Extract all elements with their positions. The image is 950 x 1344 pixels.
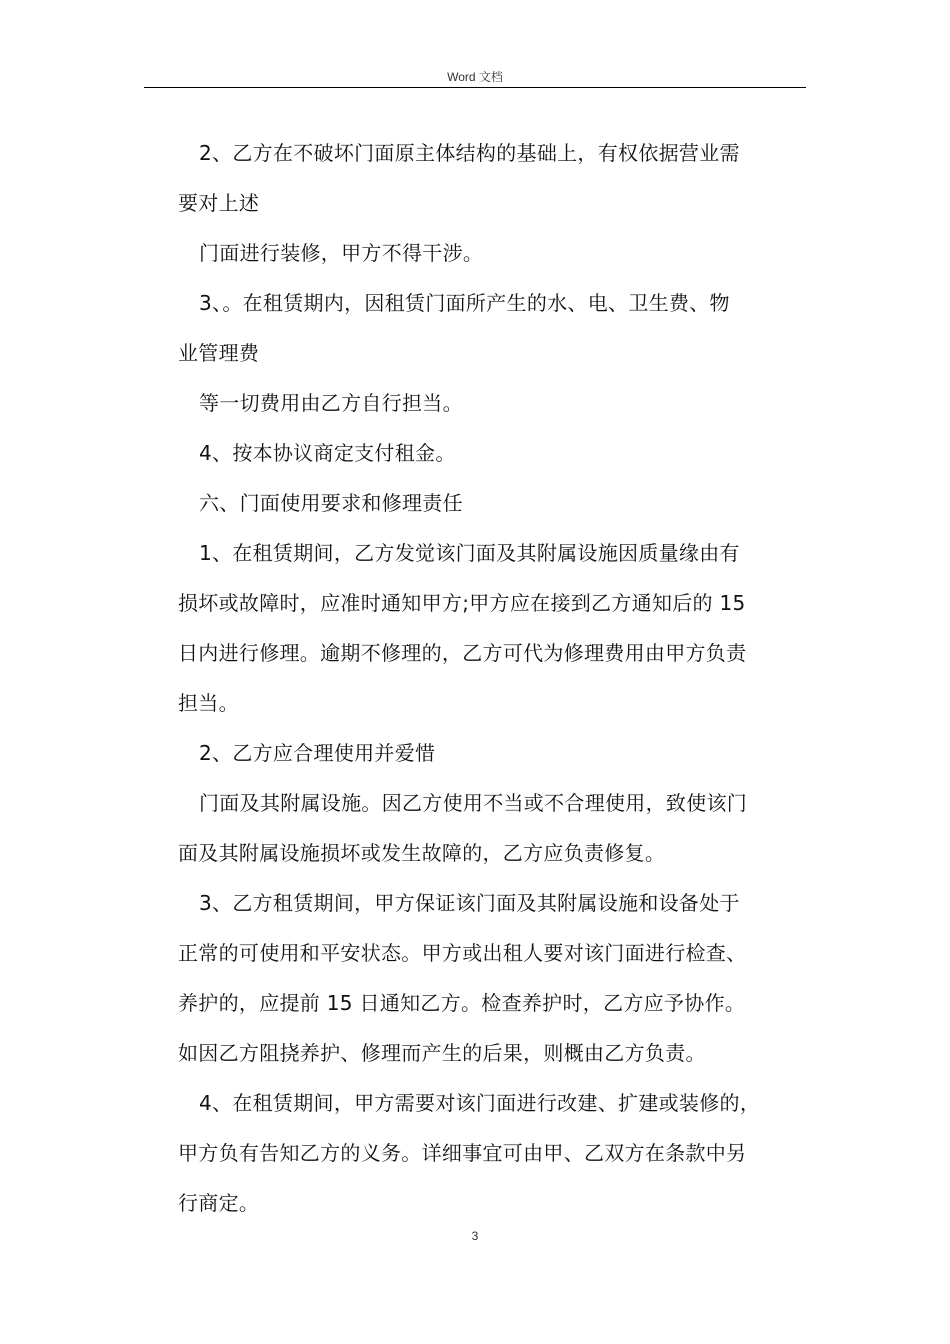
text-line: 担当。 [178, 691, 239, 715]
text-line: 业管理费 [178, 341, 260, 365]
page-header: Word 文档 [447, 70, 503, 84]
document-body [178, 128, 808, 1228]
text-line: 3、乙方租赁期间，甲方保证该门面及其附属设施和设备处于 [199, 891, 740, 915]
text-line: 等一切费用由乙方自行担当。 [199, 391, 463, 415]
text-line: 养护的，应提前 15 日通知乙方。检查养护时，乙方应予协作。 [178, 991, 746, 1015]
text-line: 2、乙方在不破坏门面原主体结构的基础上，有权依据营业需 [199, 141, 740, 165]
text-line: 行商定。 [178, 1191, 260, 1215]
text-line: 正常的可使用和平安状态。甲方或出租人要对该门面进行检查、 [178, 941, 747, 965]
text-line: 损坏或故障时，应准时通知甲方;甲方应在接到乙方通知后的 15 [178, 591, 746, 615]
text-line: 4、按本协议商定支付租金。 [199, 441, 456, 465]
page-number: 3 [471, 1229, 479, 1243]
text-line: 日内进行修理。逾期不修理的，乙方可代为修理费用由甲方负责 [178, 641, 747, 665]
header-divider [144, 87, 806, 88]
text-line: 3、。在租赁期内，因租赁门面所产生的水、电、卫生费、物 [199, 291, 730, 315]
text-line: 要对上述 [178, 191, 260, 215]
text-line: 4、在租赁期间，甲方需要对该门面进行改建、扩建或装修的， [199, 1091, 761, 1115]
text-line: 六、门面使用要求和修理责任 [199, 491, 463, 515]
text-line: 2、乙方应合理使用并爱惜 [199, 741, 436, 765]
text-line: 门面进行装修，甲方不得干涉。 [199, 241, 484, 265]
text-line: 面及其附属设施损坏或发生故障的，乙方应负责修复。 [178, 841, 666, 865]
text-line: 如因乙方阻挠养护、修理而产生的后果，则概由乙方负责。 [178, 1041, 706, 1065]
text-line: 1、在租赁期间，乙方发觉该门面及其附属设施因质量缘由有 [199, 541, 740, 565]
text-line: 甲方负有告知乙方的义务。详细事宜可由甲、乙双方在条款中另 [178, 1141, 747, 1165]
text-line: 门面及其附属设施。因乙方使用不当或不合理使用，致使该门 [199, 791, 748, 815]
